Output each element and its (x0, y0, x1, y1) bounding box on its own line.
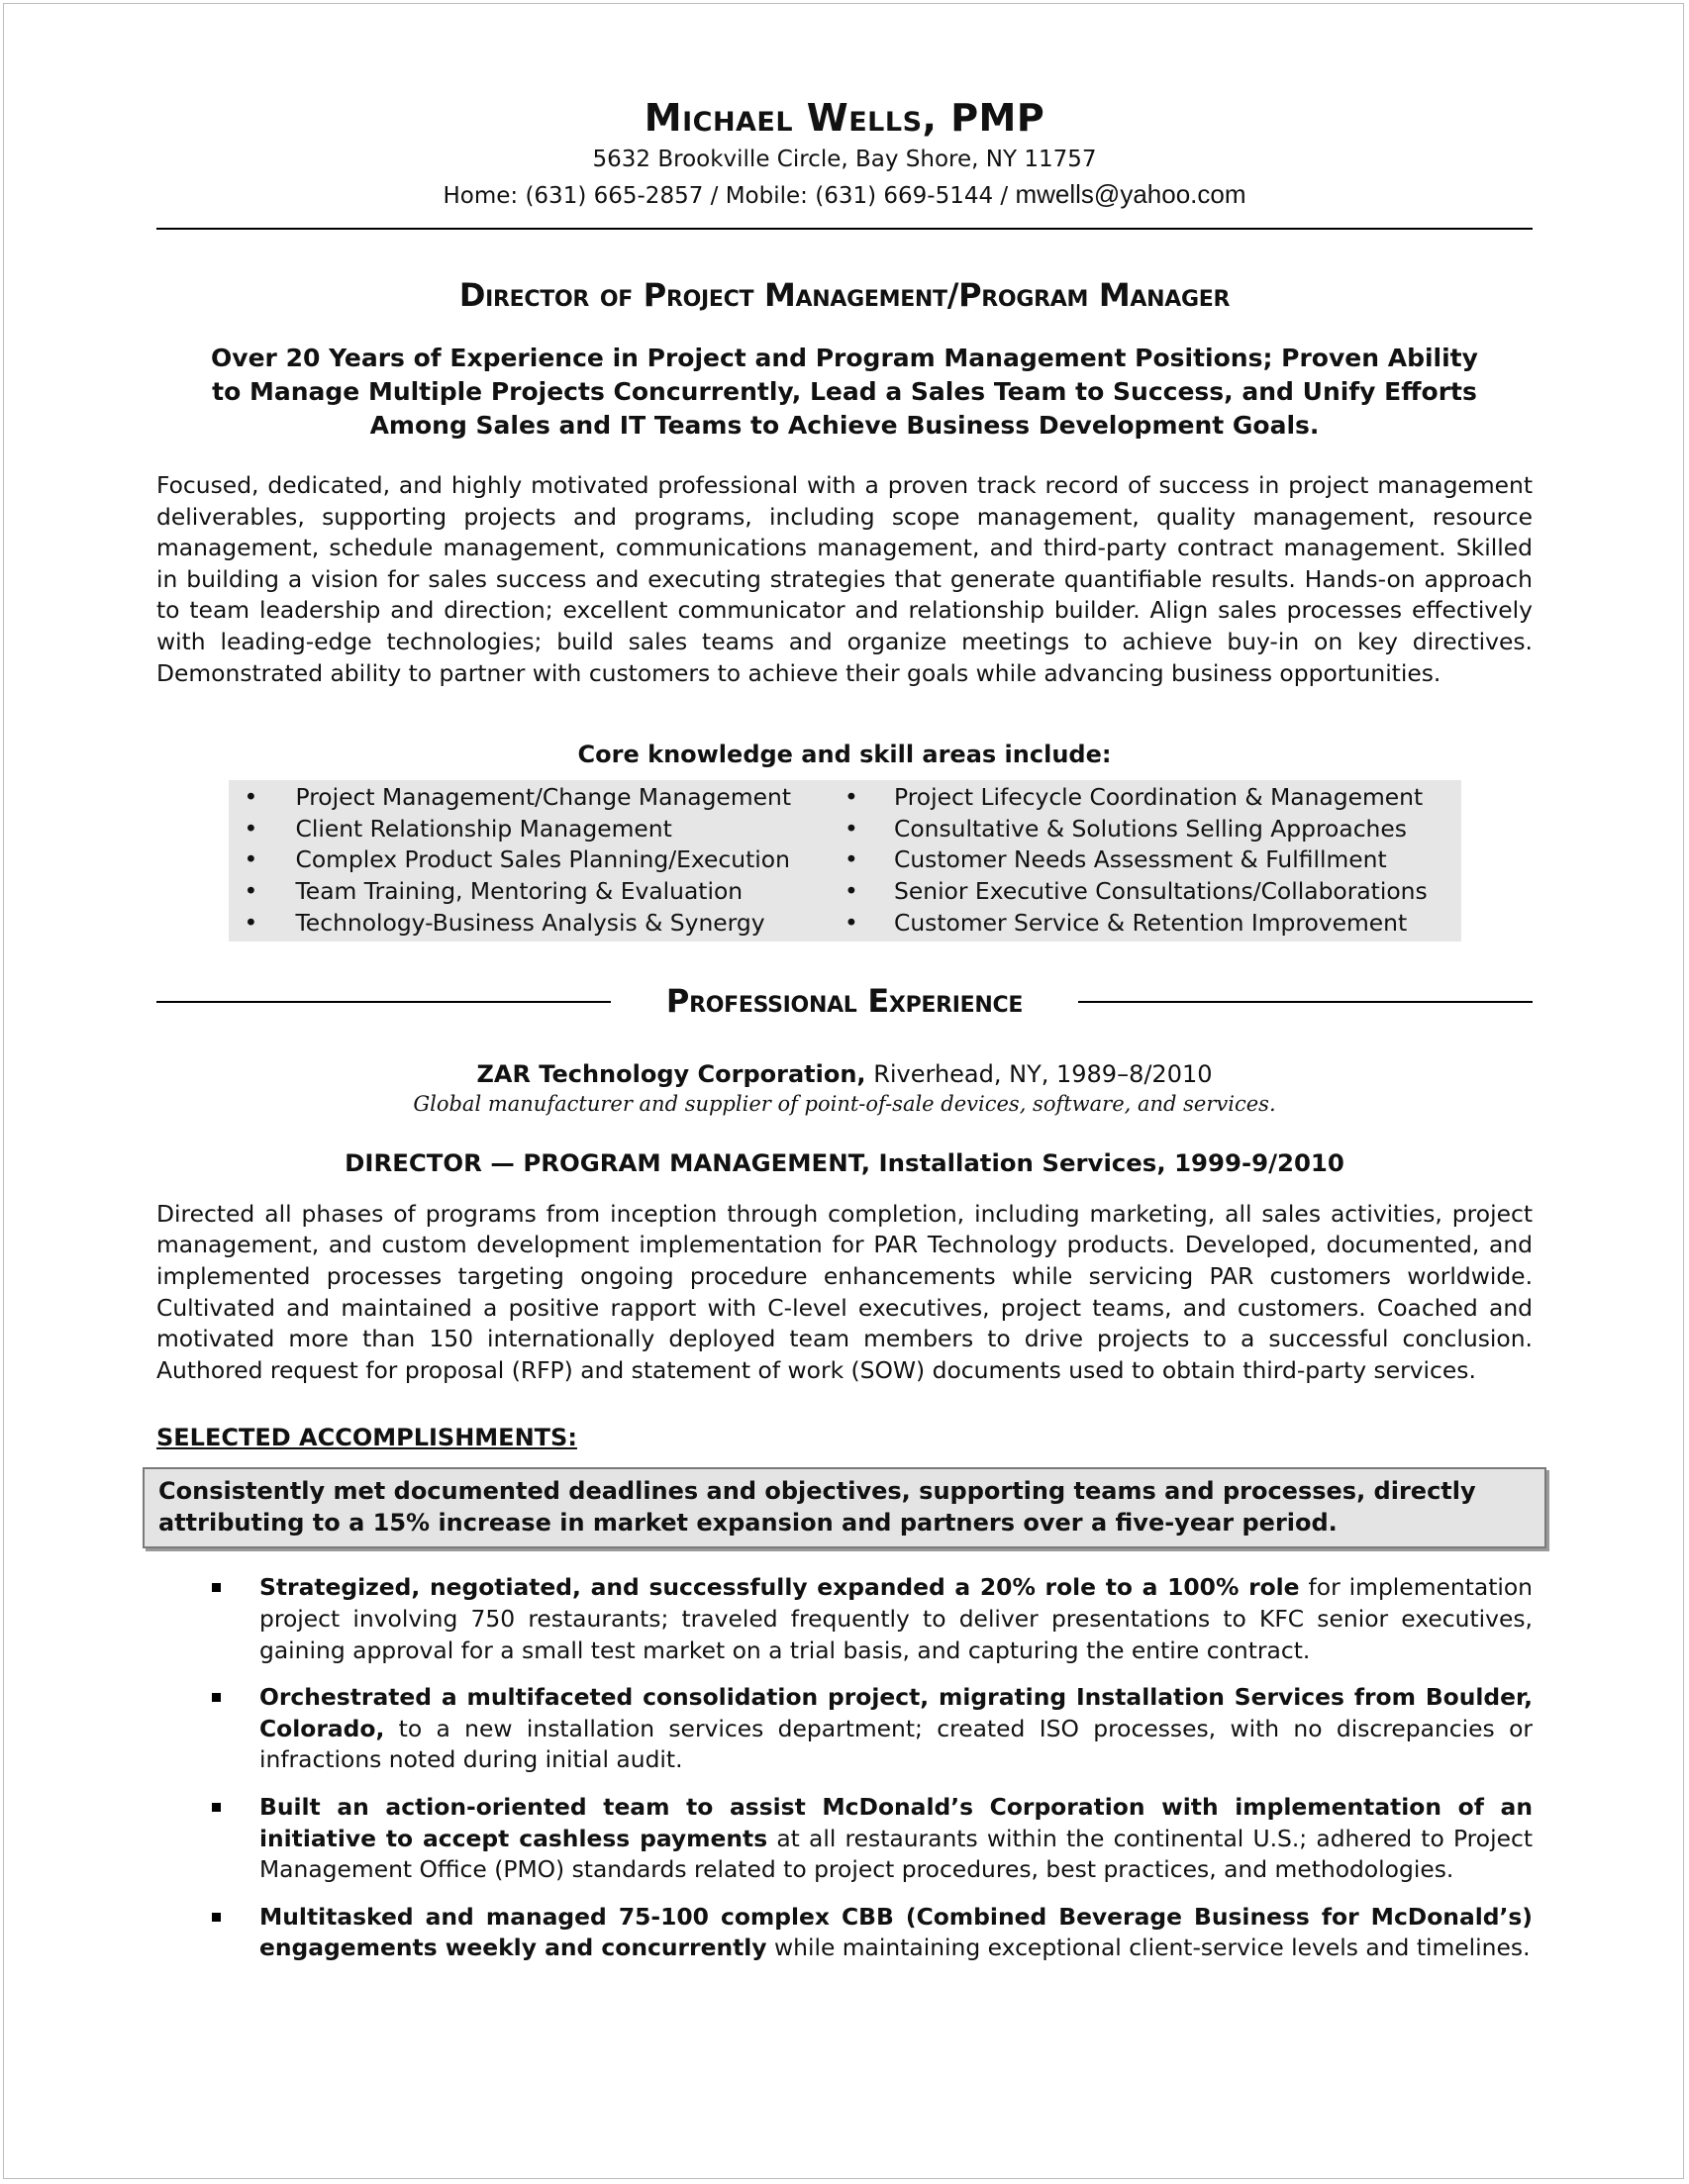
skill-item (229, 876, 845, 908)
section-heading-experience (156, 981, 1533, 1023)
highlight-box: Consistently met documented deadlines and objectives, supporting teams and processes, directly attributing to a 15% increase in market expansion and partners over a five-year period. (143, 1467, 1546, 1548)
skill-item (229, 814, 845, 845)
skill-label: Client Relationship Management (295, 814, 672, 843)
section-title: Professional Experience (665, 982, 1024, 1021)
skill-label: Customer Service & Retention Improvement (894, 908, 1408, 937)
bullet-icon: • (244, 908, 258, 937)
phone-numbers: Home: (631) 665-2857 / Mobile: (631) 669-5144 / (443, 182, 1016, 209)
bullet-icon: • (244, 845, 258, 874)
company-name: ZAR Technology Corporation, (476, 1059, 866, 1088)
accomplishments-title: SELECTED ACCOMPLISHMENTS: (156, 1424, 577, 1452)
header-rule (156, 228, 1533, 230)
skill-label: Senior Executive Consultations/Collaborations (894, 877, 1428, 906)
skill-item (229, 782, 845, 814)
accomplishment-lead: Multitasked and managed 75-100 complex CBB (Combined Beverage Business for McDonald’s) engagements weekly and concurrently (259, 1902, 1533, 1962)
bullet-icon: • (844, 845, 858, 874)
job-title: DIRECTOR — PROGRAM MANAGEMENT, Installation Services, 1999-9/2010 (345, 1147, 1344, 1177)
address: 5632 Brookville Circle, Bay Shore, NY 11757 (592, 146, 1097, 172)
accomplishment-text: to a new installation services department; created ISO processes, with no discrepancies or infractions noted during initial audit. (259, 1714, 1533, 1774)
tagline: Over 20 Years of Experience in Project and Program Management Positions; Proven Ability to Manage Multiple Projects Concurrently, Lead a Sales Team to Success, and Unify Efforts Among Sales and IT Teams to Achieve Business Development Goals. (211, 344, 1478, 441)
skills-title: Core knowledge and skill areas include: (577, 741, 1112, 769)
skill-item (229, 844, 845, 876)
skill-item (844, 844, 1461, 876)
skill-item (229, 908, 845, 940)
accomplishment-text: while maintaining exceptional client-service levels and timelines. (766, 1934, 1531, 1962)
bullet-icon: • (244, 783, 258, 812)
square-bullet-icon (212, 1583, 221, 1592)
skill-item (844, 782, 1461, 814)
email-address: mwells@yahoo.com (1015, 178, 1246, 209)
skill-label: Project Management/Change Management (295, 783, 791, 812)
list-item (156, 1572, 1533, 1666)
company-description: Global manufacturer and supplier of point-of-sale devices, software, and services. (413, 1091, 1276, 1116)
bullet-icon: • (844, 814, 858, 843)
bullet-icon: • (844, 908, 858, 937)
bullet-icon: • (844, 877, 858, 906)
bullet-icon: • (244, 814, 258, 843)
section-rule-left (156, 1001, 611, 1003)
candidate-name: Michael Wells, PMP (644, 96, 1045, 140)
square-bullet-icon (212, 1913, 221, 1922)
skills-list-left (229, 782, 845, 939)
bullet-icon: • (244, 877, 258, 906)
skill-label: Project Lifecycle Coordination & Management (894, 783, 1424, 812)
list-item (156, 1902, 1533, 1964)
contact-line (156, 177, 1533, 214)
square-bullet-icon (212, 1803, 221, 1812)
square-bullet-icon (212, 1693, 221, 1702)
skill-label: Team Training, Mentoring & Evaluation (295, 877, 744, 906)
skill-item (844, 908, 1461, 940)
skill-label: Complex Product Sales Planning/Execution (295, 845, 790, 874)
skill-label: Technology-Business Analysis & Synergy (295, 908, 765, 937)
accomplishments-list (156, 1572, 1533, 1964)
accomplishment-text: for implementation project involving 750 restaurants; traveled frequently to deliver presentations to KFC senior executives, gaining approval for a small test market on a trial basis, and capturing the entire contract. (259, 1573, 1533, 1664)
summary-paragraph: Focused, dedicated, and highly motivated professional with a proven track record of success in project management deliverables, supporting projects and programs, including scope management, quality management, resource management, schedule management, communications management, and third-party contract management. Skilled in building a vision for sales success and executing strategies that generate quantifiable results. Hands-on approach to team leadership and direction; excellent communicator and relationship builder. Align sales processes effectively with leading-edge technologies; build sales teams and organize meetings to achieve buy-in on key directives. Demonstrated ability to partner with customers to achieve their goals while advancing business opportunities. (156, 471, 1533, 687)
resume-document (156, 95, 1533, 1980)
skills-list-right (844, 782, 1461, 939)
list-item (156, 1792, 1533, 1886)
list-item (156, 1682, 1533, 1776)
accomplishment-lead: Orchestrated a multifaceted consolidation project, migrating Installation Services from Boulder, Colorado, (259, 1683, 1533, 1742)
accomplishment-lead: Strategized, negotiated, and successfully expanded a 20% role to a 100% role (259, 1573, 1300, 1602)
company-location-dates: Riverhead, NY, 1989–8/2010 (865, 1059, 1213, 1088)
section-rule-right (1078, 1001, 1533, 1003)
skill-label: Customer Needs Assessment & Fulfillment (894, 845, 1387, 874)
skill-item (844, 876, 1461, 908)
headline: Director of Project Management/Program Manager (458, 275, 1231, 314)
job-description: Directed all phases of programs from inception through completion, including marketing, all sales activities, project management, and custom development implementation for PAR Technology products. Developed, documented, and implemented processes targeting ongoing procedure enhancements while servicing PAR customers worldwide. Cultivated and maintained a positive rapport with C-level executives, project teams, and customers. Coached and motivated more than 150 internationally deployed team members to drive projects to a successful conclusion. Authored request for proposal (RFP) and statement of work (SOW) documents used to obtain third-party services. (156, 1199, 1533, 1384)
accomplishment-lead: Built an action-oriented team to assist McDonald’s Corporation with implementation of an initiative to accept cashless payments (259, 1792, 1533, 1852)
resume-header (156, 95, 1533, 214)
company-line (156, 1058, 1533, 1090)
skill-label: Consultative & Solutions Selling Approaches (894, 814, 1407, 843)
bullet-icon: • (844, 783, 858, 812)
accomplishment-text: at all restaurants within the continental U.S.; adhered to Project Management Office (PMO) standards related to project procedures, best practices, and methodologies. (259, 1824, 1533, 1884)
skill-item (844, 814, 1461, 845)
skills-box (229, 780, 1461, 942)
